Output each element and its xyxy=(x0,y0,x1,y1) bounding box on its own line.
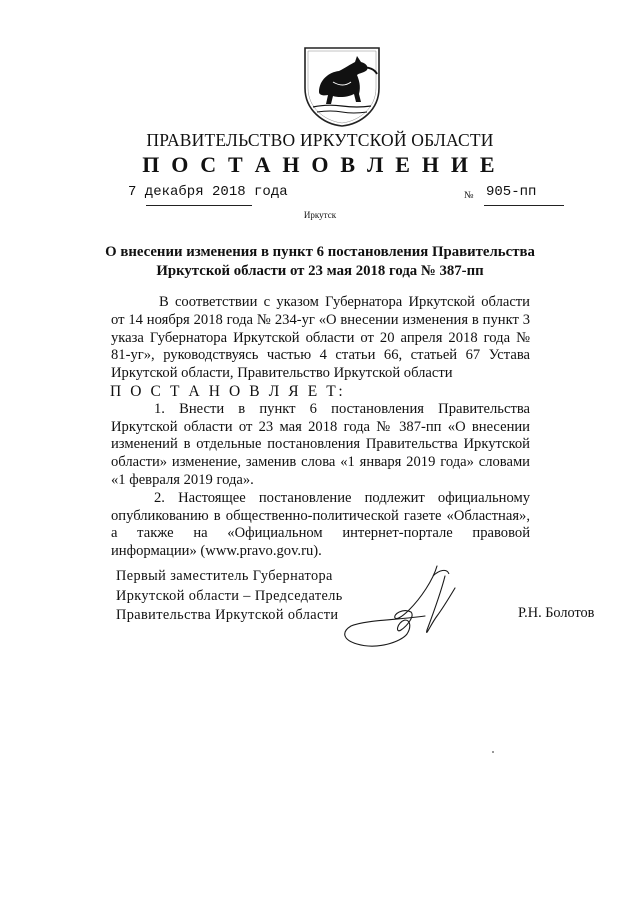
signatory-line-3: Правительства Иркутской области xyxy=(116,607,339,623)
document-date: 7 декабря 2018 года xyxy=(128,184,288,200)
signer-name: Р.Н. Болотов xyxy=(518,605,595,621)
preamble-paragraph: В соответствии с указом Губернатора Иркутской области от 14 ноября 2018 года № 234-уг «О внесении изменения в пункт 3 указа Губернатора Иркутской области от 20 апреля 2018 года № 81-уг», руководствуясь частью 4 статьи 66, статьей 67 Устава Иркутской области, Правительство Иркутской области xyxy=(111,294,530,382)
coat-of-arms-icon xyxy=(299,44,385,128)
scan-speck xyxy=(492,751,494,753)
decree-word: П О С Т А Н О В Л Я Е Т: xyxy=(110,382,346,400)
date-underline xyxy=(146,205,252,206)
title-line-1: О внесении изменения в пункт 6 постановления Правительства xyxy=(105,244,535,260)
handwritten-signature-icon xyxy=(337,558,477,658)
document-body xyxy=(111,294,530,561)
item-2-paragraph: 2. Настоящее постановление подлежит официальному опубликованию в общественно-политической газете «Областная», а также на «Официальном интернет-портале правовой информации» (www.pravo.gov.ru). xyxy=(111,489,530,560)
city: Иркутск xyxy=(303,210,337,220)
item-1-paragraph: 1. Внести в пункт 6 постановления Правительства Иркутской области от 23 мая 2018 года № 387-пп «О внесении изменений в отдельные постановления Правительства Иркутской области» изменение, заменив слова «1 января 2019 года» словами «1 февраля 2019 года». xyxy=(111,400,530,488)
number-sign: № xyxy=(464,190,474,201)
number-underline xyxy=(484,205,564,206)
signatory-line-2: Иркутской области – Председатель xyxy=(116,587,343,604)
document-number: 905-пп xyxy=(486,184,537,200)
signatory-line-1: Первый заместитель Губернатора xyxy=(116,568,333,584)
signatory-position xyxy=(116,567,343,626)
document-type: П О С Т А Н О В Л Е Н И Е xyxy=(142,152,498,177)
document-title xyxy=(100,243,540,281)
government-name: ПРАВИТЕЛЬСТВО ИРКУТСКОЙ ОБЛАСТИ xyxy=(146,130,494,150)
title-line-2: Иркутской области от 23 мая 2018 года № 387-пп xyxy=(156,263,484,279)
